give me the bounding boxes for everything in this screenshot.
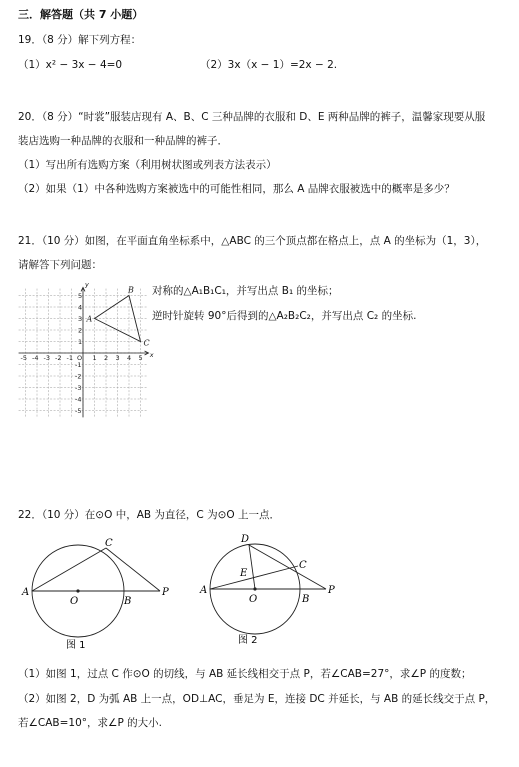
tick-labels [21, 280, 154, 415]
q19-part2: （2）3x（x − 1）=2x − 2. [200, 59, 338, 71]
y-tick-label: -3 [75, 384, 82, 392]
q19-part1: （1）x² − 3x − 4=0 [18, 59, 123, 71]
vertex-label-b: B [128, 285, 134, 295]
q22-sub1: （1）如图 1，过点 C 作⊙O 的切线，与 AB 延长线相交于点 P，若∠CAB=27°，求∠P 的度数； [18, 668, 472, 680]
x-tick-label: -4 [32, 354, 39, 362]
q21-side-text1: 对称的△A₁B₁C₁，并写出点 B₁ 的坐标； [152, 285, 339, 297]
x-tick-label: 4 [127, 354, 132, 362]
x-tick-label: -2 [55, 354, 62, 362]
q21-side-text2: 逆时针旋转 90°后得到的△A₂B₂C₂，并写出点 C₂ 的坐标. [152, 310, 417, 322]
label-c-fig1: C [105, 538, 113, 549]
label-b-fig2: B [302, 594, 310, 605]
q22-sub2-line1: （2）如图 2，D 为弧 AB 上一点，OD⊥AC，垂足为 E，连接 DC 并延长，与 AB 的延长线交于点 P， [18, 693, 496, 705]
center-dot-fig2 [253, 587, 256, 590]
label-b-fig1: B [124, 596, 132, 607]
caption-fig1: 图 1 [66, 640, 86, 651]
y-tick-label: -5 [75, 407, 82, 415]
figure-1 [20, 534, 200, 654]
caption-fig2: 图 2 [238, 635, 258, 646]
line-dp-fig2 [249, 545, 326, 589]
y-tick-label: -4 [75, 395, 82, 404]
label-p-fig2: P [328, 585, 335, 596]
x-tick-label: -3 [43, 354, 50, 362]
x-tick-label: -1 [66, 354, 73, 362]
q22-heading: 22．（10 分）在⊙O 中，AB 为直径，C 为⊙O 上一点． [18, 509, 281, 521]
q19-heading: 19．（8 分）解下列方程： [18, 34, 142, 46]
y-tick-label: 4 [78, 303, 83, 312]
q20-sub2: （2）如果（1）中各种选购方案被选中的可能性相同，那么 A 品牌衣服被选中的概率是多少？ [18, 183, 455, 195]
x-tick-label: 2 [104, 354, 109, 362]
label-p-fig1: P [162, 587, 169, 598]
y-tick-label: -1 [75, 361, 82, 369]
y-tick-label: 1 [78, 338, 83, 346]
line-ac-fig2 [210, 566, 298, 589]
center-dot-fig1 [76, 589, 79, 592]
y-tick-label: 5 [78, 292, 83, 300]
x-tick-label: -5 [20, 354, 27, 362]
vertex-label-a: A [86, 314, 93, 324]
line-ac-fig1 [32, 548, 106, 591]
vertex-label-c: C [143, 338, 150, 348]
q22-sub2-line2: 若∠CAB=10°，求∠P 的大小. [18, 717, 162, 729]
q20-line2: 装店选购一种品牌的衣服和一种品牌的裤子． [18, 135, 228, 147]
label-o-fig1: O [70, 596, 79, 607]
line-od-fig2 [249, 545, 255, 589]
x-tick-label: 5 [138, 354, 143, 362]
y-tick-label: 2 [78, 326, 83, 335]
label-a-fig2: A [200, 585, 208, 596]
x-tick-label: 3 [115, 354, 120, 362]
coordinate-grid-figure [18, 280, 154, 418]
label-a-fig1: A [22, 587, 30, 598]
label-c-fig2: C [299, 560, 307, 571]
label-o-fig2: O [249, 594, 258, 605]
q21-line2: 请解答下列问题： [18, 259, 102, 271]
q20-sub1: （1）写出所有选购方案（利用树状图或列表方法表示） [18, 159, 277, 171]
y-tick-label: 3 [78, 315, 83, 323]
y-tick-label: -2 [75, 372, 82, 381]
y-axis-label: y [85, 280, 89, 289]
x-axis-label: x [149, 351, 154, 359]
x-tick-label: O [77, 354, 83, 362]
q21-line1: 21．（10 分）如图，在平面直角坐标系中，△ABC 的三个顶点都在格点上，点 A 的坐标为（1，3）， [18, 235, 487, 247]
x-tick-label: 1 [92, 354, 97, 362]
line-cp-fig1 [106, 548, 160, 591]
q20-line1: 20．（8 分）“时裳”服装店现有 A、B、C 三种品牌的衣服和 D、E 两种品牌的裤子，温馨家现要从服 [18, 111, 486, 123]
figure-2 [200, 528, 360, 648]
label-e-fig2: E [240, 568, 248, 579]
label-d-fig2: D [241, 534, 250, 545]
section-title: 三．解答题（共 7 小题） [18, 8, 144, 21]
